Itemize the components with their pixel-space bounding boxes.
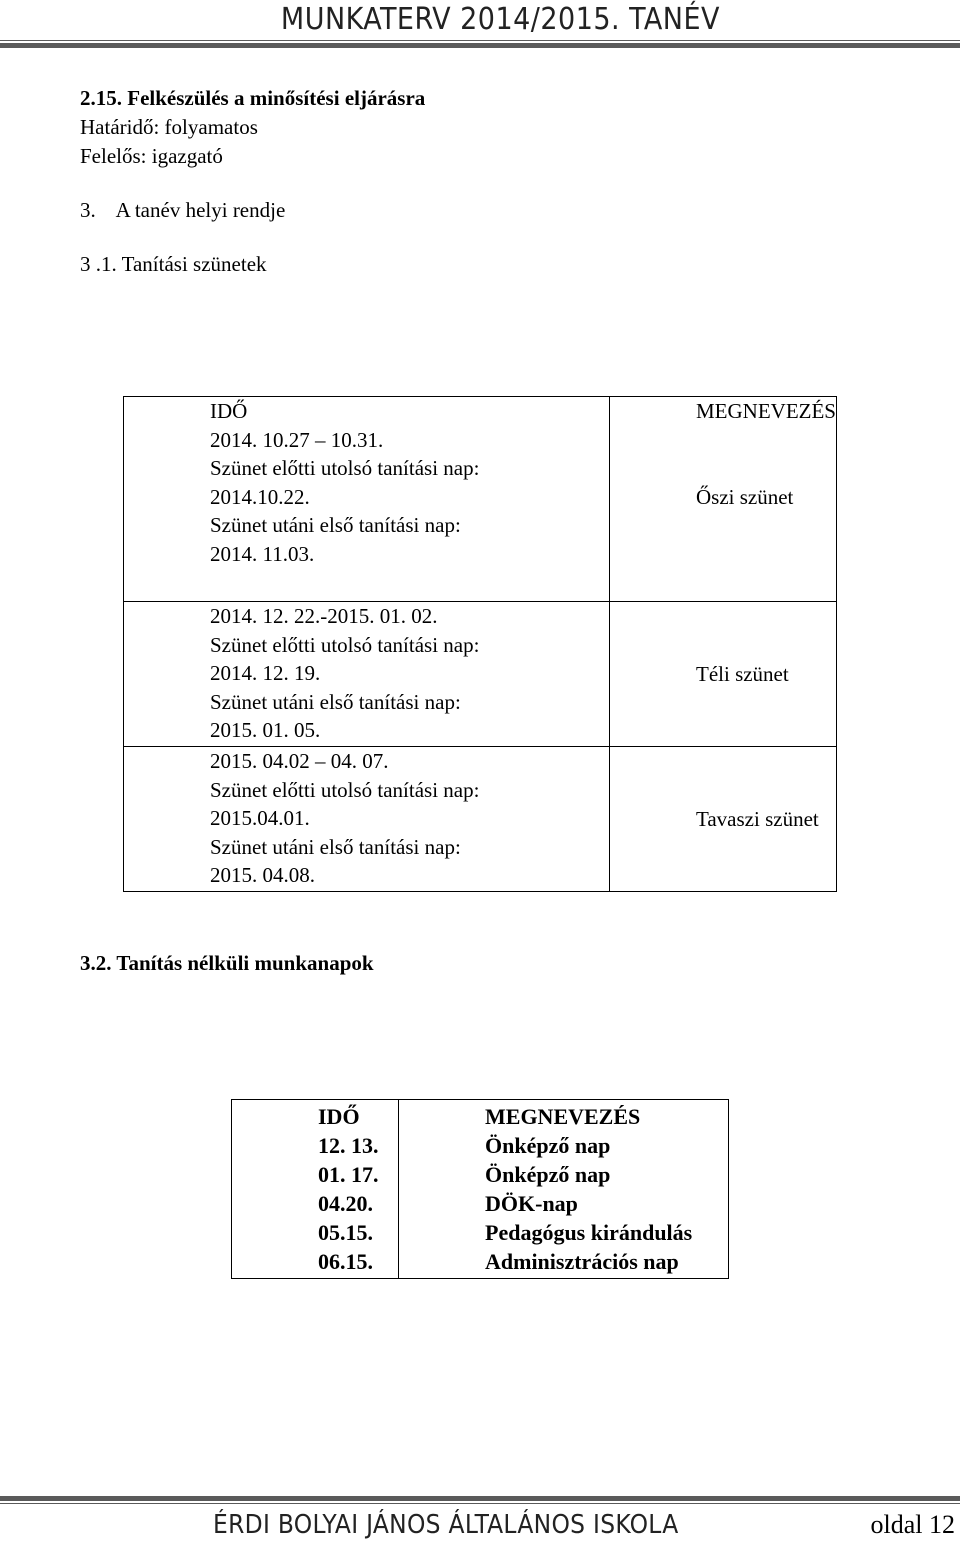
day-name: Adminisztrációs nap bbox=[485, 1249, 679, 1274]
day-name: DÖK-nap bbox=[485, 1191, 578, 1216]
non-teaching-days-table bbox=[231, 1099, 729, 1279]
table-row bbox=[232, 1189, 729, 1218]
break-time-cell bbox=[124, 602, 610, 747]
table-row bbox=[232, 1131, 729, 1160]
table-row bbox=[232, 1160, 729, 1189]
break-line: 2014. 11.03. bbox=[210, 541, 315, 566]
table-header-row bbox=[232, 1100, 729, 1132]
break-name-cell bbox=[610, 747, 837, 892]
section-3-1-heading: 3 .1. Tanítási szünetek bbox=[80, 252, 267, 276]
break-line: 2015. 04.08. bbox=[210, 863, 315, 887]
footer-bar bbox=[0, 1510, 960, 1542]
table-row bbox=[124, 397, 837, 602]
header-rule-thick bbox=[0, 43, 960, 48]
school-breaks-table bbox=[123, 396, 837, 892]
deadline-text: Határidő: folyamatos bbox=[80, 115, 258, 139]
break-time-cell bbox=[124, 747, 610, 892]
section-3-heading: 3. A tanév helyi rendje bbox=[80, 198, 286, 222]
day-date: 05.15. bbox=[232, 1218, 399, 1247]
table-row bbox=[124, 602, 837, 747]
break-line: Szünet utáni első tanítási nap: bbox=[210, 689, 461, 714]
break-name: Tavaszi szünet bbox=[696, 806, 819, 831]
day-date: 12. 13. bbox=[232, 1131, 399, 1160]
footer-rule-thin bbox=[0, 1503, 960, 1504]
responsible-text: Felelős: igazgató bbox=[80, 144, 223, 168]
column-header-name: MEGNEVEZÉS bbox=[696, 399, 836, 423]
school-name: ÉRDI BOLYAI JÁNOS ÁLTALÁNOS ISKOLA bbox=[213, 1510, 679, 1540]
day-date: 04.20. bbox=[232, 1189, 399, 1218]
break-name-cell bbox=[610, 602, 837, 747]
table-row bbox=[124, 747, 837, 892]
day-date: 01. 17. bbox=[232, 1160, 399, 1189]
break-line: Szünet előtti utolsó tanítási nap: bbox=[210, 777, 480, 802]
table-row bbox=[232, 1218, 729, 1247]
break-line: 2014. 10.27 – 10.31. bbox=[210, 427, 384, 452]
page-number: oldal 12 bbox=[870, 1510, 955, 1539]
break-name: Téli szünet bbox=[696, 661, 789, 686]
break-line: Szünet utáni első tanítási nap: bbox=[210, 513, 461, 537]
break-line: 2015. 01. 05. bbox=[210, 718, 321, 742]
break-name: Őszi szünet bbox=[696, 484, 794, 509]
column-header-name: MEGNEVEZÉS bbox=[485, 1104, 641, 1129]
break-line: 2015.04.01. bbox=[210, 806, 310, 830]
column-header-time: IDŐ bbox=[210, 399, 248, 423]
break-line: 2014. 12. 22.-2015. 01. 02. bbox=[210, 604, 438, 628]
day-name: Önképző nap bbox=[485, 1133, 611, 1158]
section-3-2-heading: 3.2. Tanítás nélküli munkanapok bbox=[80, 951, 374, 975]
section-2-15-heading: 2.15. Felkészülés a minősítési eljárásra bbox=[80, 86, 426, 110]
document-title: MUNKATERV 2014/2015. TANÉV bbox=[280, 2, 720, 37]
break-name-cell bbox=[610, 397, 837, 602]
break-time-cell bbox=[124, 397, 610, 602]
break-line: 2014.10.22. bbox=[210, 484, 310, 509]
break-line: 2014. 12. 19. bbox=[210, 661, 321, 685]
day-name: Pedagógus kirándulás bbox=[485, 1220, 693, 1245]
break-line: Szünet előtti utolsó tanítási nap: bbox=[210, 456, 480, 480]
day-date: 06.15. bbox=[232, 1247, 399, 1279]
break-line: 2015. 04.02 – 04. 07. bbox=[210, 749, 389, 773]
footer-rule-thick bbox=[0, 1496, 960, 1501]
header-rule-thin bbox=[0, 40, 960, 41]
day-name: Önképző nap bbox=[485, 1162, 611, 1187]
break-line: Szünet utáni első tanítási nap: bbox=[210, 834, 461, 859]
column-header-time: IDŐ bbox=[232, 1100, 399, 1132]
table-row bbox=[232, 1247, 729, 1279]
break-line: Szünet előtti utolsó tanítási nap: bbox=[210, 632, 480, 657]
